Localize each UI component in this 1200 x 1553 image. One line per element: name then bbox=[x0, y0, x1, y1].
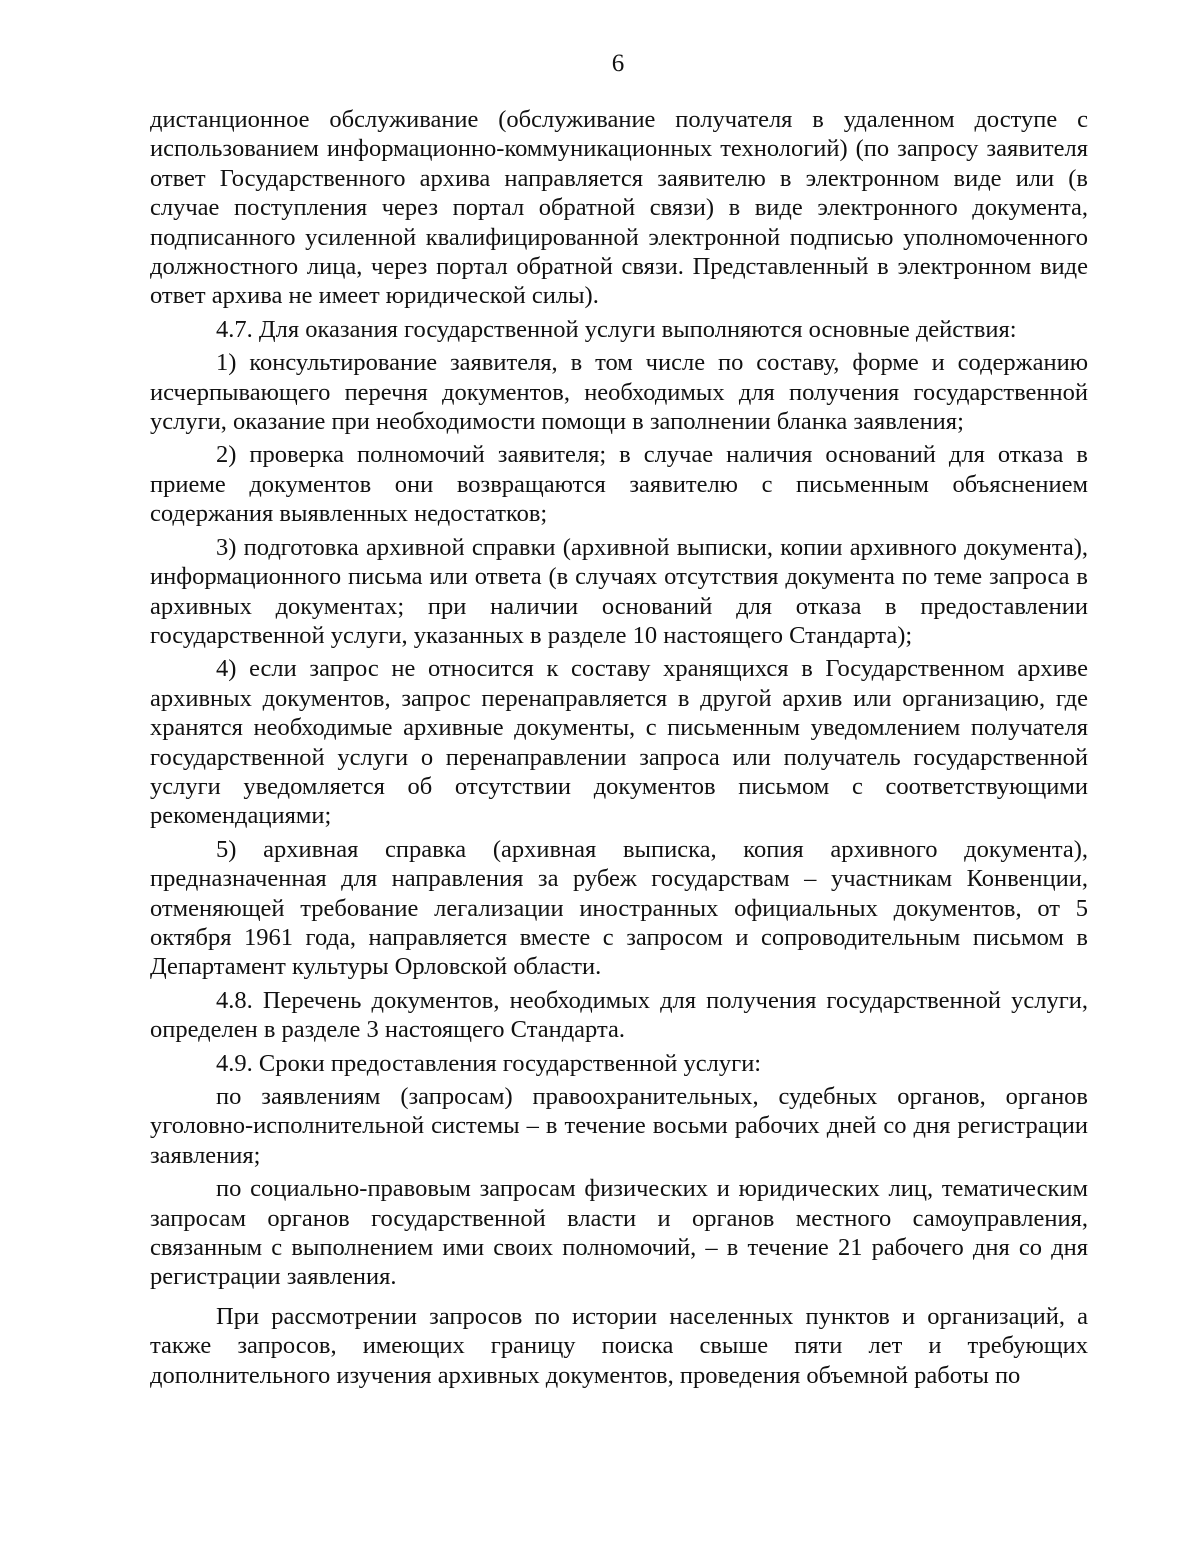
deadline-law-enforcement: по заявлениям (запросам) правоохранительных, судебных органов, органов уголовно-исполнительной системы – в течение восьми рабочих дней со дня регистрации заявления; bbox=[150, 1083, 1088, 1169]
list-item-5: 5) архивная справка (архивная выписка, копия архивного документа), предназначенная для направления за рубеж государствам – участникам Конвенции, отменяющей требование легализации иностранных официальных документов, от 5 октября 1961 года, направляется вместе с запросом и сопроводительным письмом в Департамент культуры Орловской области. bbox=[150, 835, 1088, 981]
paragraph-4-9: 4.9. Сроки предоставления государственной услуги: bbox=[216, 1049, 762, 1077]
list-item-2: 2) проверка полномочий заявителя; в случае наличия оснований для отказа в приеме документов они возвращаются заявителю с письменным объяснением содержания выявленных недостатков; bbox=[150, 441, 1088, 528]
document-body bbox=[150, 105, 1088, 1394]
paragraph-4-7: 4.7. Для оказания государственной услуги выполняются основные действия: bbox=[216, 315, 1017, 343]
page-number: 6 bbox=[611, 50, 625, 77]
paragraph-remote-service: дистанционное обслуживание (обслуживание получателя в удаленном доступе с использованием информационно-коммуникационных технологий) (по запросу заявителя ответ Государственного архива направляется заявителю в электронном виде или (в случае поступления через портал обратной связи) в виде электронного документа, подписанного усиленной квалифицированной электронной подписью уполномоченного должностного лица, через портал обратной связи. Представленный в электронном виде ответ архива не имеет юридической силы). bbox=[150, 106, 1088, 310]
list-item-4: 4) если запрос не относится к составу хранящихся в Государственном архиве архивных документов, запрос перенаправляется в другой архив или организацию, где хранятся необходимые архивные документы, с письменным уведомлением получателя государственной услуги о перенаправлении запроса или получатель государственной услуги уведомляется об отсутствии документов письмом с соответствующими рекомендациями; bbox=[150, 655, 1088, 830]
deadline-social-legal: по социально-правовым запросам физических и юридических лиц, тематическим запросам органов государственной власти и органов местного самоуправления, связанным с выполнением ими своих полномочий, – в течение 21 рабочего дня со дня регистрации заявления. bbox=[150, 1175, 1088, 1291]
list-item-3: 3) подготовка архивной справки (архивной выписки, копии архивного документа), информационного письма или ответа (в случаях отсутствия документа по теме запроса в архивных документах; при наличии оснований для отказа в предоставлении государственной услуги, указанных в разделе 10 настоящего Стандарта); bbox=[150, 533, 1088, 649]
paragraph-history-requests: При рассмотрении запросов по истории населенных пунктов и организаций, а также запросов, имеющих границу поиска свыше пяти лет и требующих дополнительного изучения архивных документов, проведения объемной работы по bbox=[150, 1302, 1088, 1389]
paragraph-4-8: 4.8. Перечень документов, необходимых для получения государственной услуги, определен в разделе 3 настоящего Стандарта. bbox=[150, 986, 1088, 1044]
list-item-1: 1) консультирование заявителя, в том числе по составу, форме и содержанию исчерпывающего перечня документов, необходимых для получения государственной услуги, оказание при необходимости помощи в заполнении бланка заявления; bbox=[150, 349, 1088, 436]
